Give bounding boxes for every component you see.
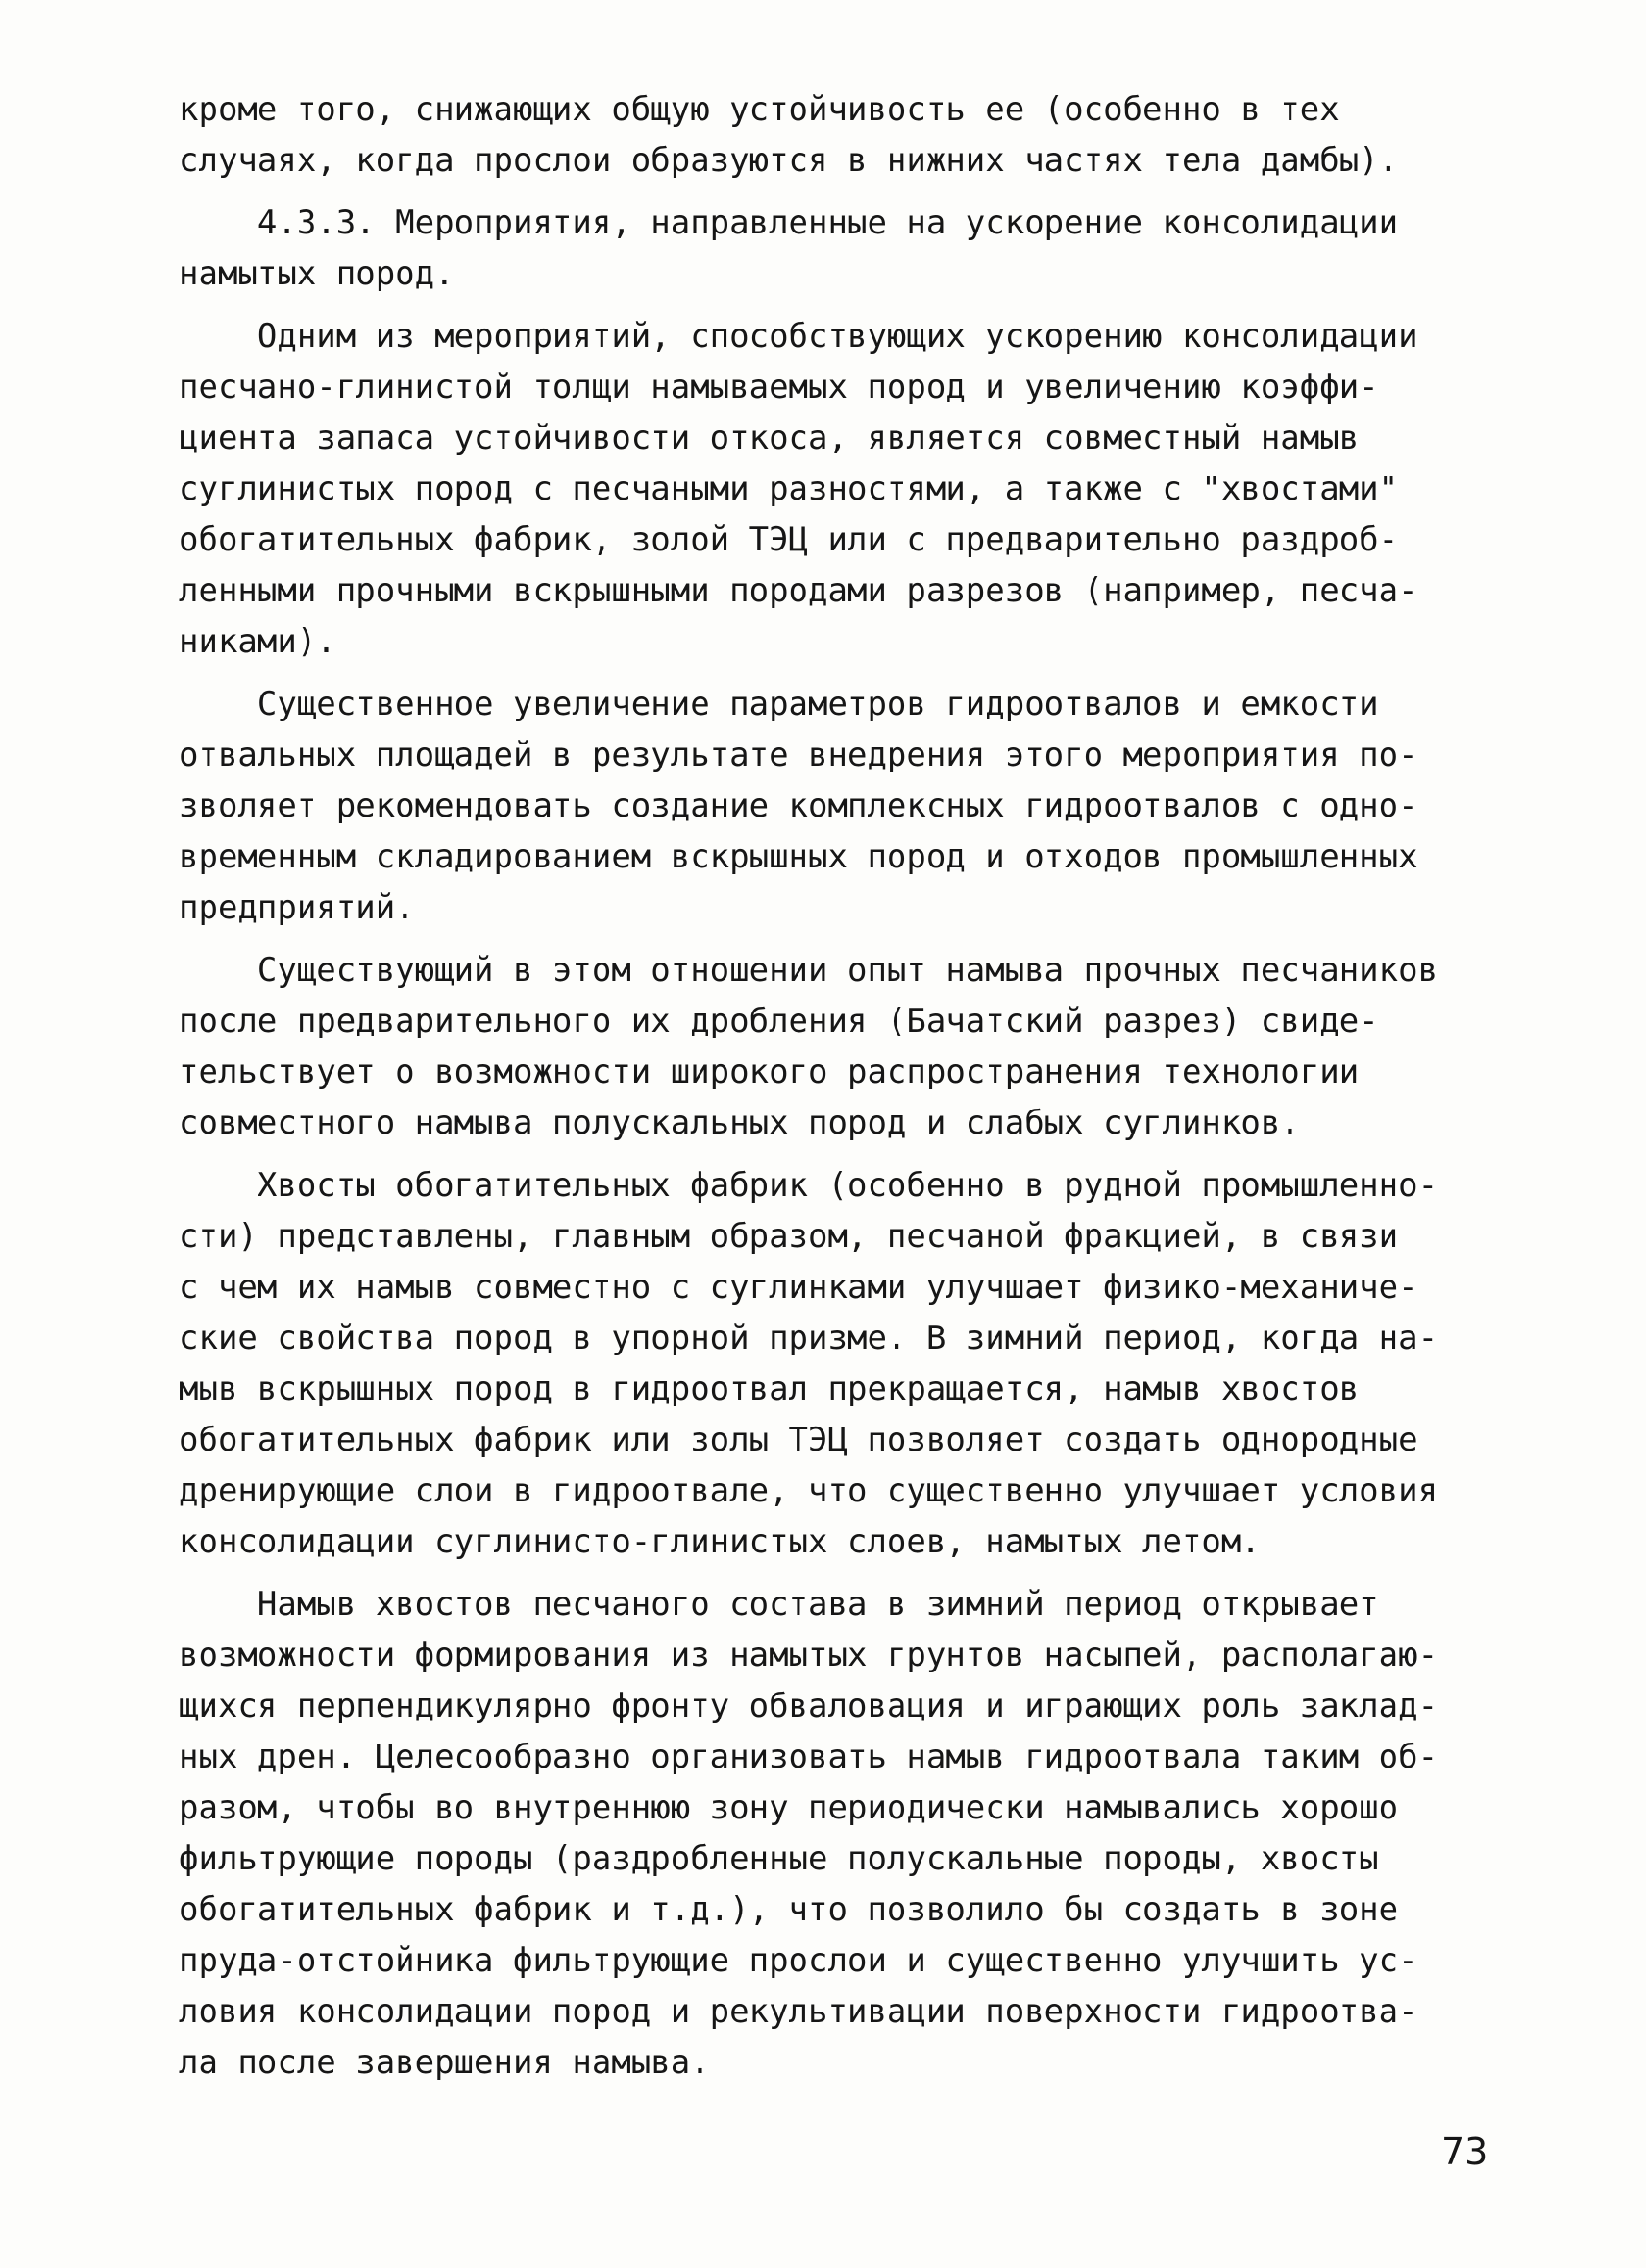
text-line: возможности формирования из намытых грунтов насыпей, располагаю-: [179, 1636, 1438, 1674]
text-line: ские свойства пород в упорной призме. В зимний период, когда на-: [179, 1319, 1438, 1357]
text-line: обогатительных фабрик и т.д.), что позволило бы создать в зоне: [179, 1890, 1399, 1929]
text-line: после предварительного их дробления (Бачатский разрез) свиде-: [179, 1002, 1379, 1040]
text-line: циента запаса устойчивости откоса, является совместный намыв: [179, 419, 1360, 457]
text-line: ла после завершения намыва.: [179, 2043, 710, 2082]
text-line: Существенное увеличение параметров гидроотвалов и емкости: [179, 685, 1379, 723]
text-line: ленными прочными вскрышными породами разрезов (например, песча-: [179, 572, 1418, 610]
text-line: пруда-отстойника фильтрующие прослои и существенно улучшить ус-: [179, 1941, 1418, 1980]
text-line: случаях, когда прослои образуются в нижних частях тела дамбы).: [179, 141, 1399, 180]
text-line: ных дрен. Целесообразно организовать намыв гидроотвала таким об-: [179, 1738, 1438, 1776]
text-line: совместного намыва полускальных пород и слабых суглинков.: [179, 1104, 1300, 1142]
paragraph: [179, 679, 1505, 934]
text-line: кроме того, снижающих общую устойчивость ее (особенно в тех: [179, 90, 1339, 129]
text-line: никами).: [179, 622, 336, 661]
text-line: песчано-глинистой толщи намываемых пород и увеличению коэффи-: [179, 368, 1379, 406]
text-line: намытых пород.: [179, 255, 454, 293]
paragraph: [179, 311, 1505, 668]
text-line: 4.3.3. Мероприятия, направленные на ускорение консолидации: [179, 204, 1399, 242]
text-line: разом, чтобы во внутреннюю зону периодически намывались хорошо: [179, 1789, 1399, 1827]
body-text: [179, 85, 1505, 2088]
text-line: обогатительных фабрик или золы ТЭЦ позволяет создать однородные: [179, 1421, 1418, 1459]
text-line: отвальных площадей в результате внедрения этого мероприятия по-: [179, 736, 1418, 774]
paragraph: [179, 1160, 1505, 1568]
text-line: с чем их намыв совместно с суглинками улучшает физико-механиче-: [179, 1268, 1418, 1306]
paragraph: [179, 945, 1505, 1149]
text-line: Одним из мероприятий, способствующих ускорению консолидации: [179, 317, 1418, 355]
text-line: предприятий.: [179, 889, 415, 927]
text-line: Намыв хвостов песчаного состава в зимний период открывает: [179, 1585, 1379, 1623]
text-line: дренирующие слои в гидроотвале, что существенно улучшает условия: [179, 1472, 1438, 1510]
text-line: зволяет рекомендовать создание комплексных гидроотвалов с одно-: [179, 787, 1418, 825]
text-line: Хвосты обогатительных фабрик (особенно в рудной промышленно-: [179, 1166, 1438, 1205]
section-heading: [179, 198, 1505, 300]
text-line: консолидации суглинисто-глинистых слоев, намытых летом.: [179, 1523, 1261, 1561]
text-line: мыв вскрышных пород в гидроотвал прекращается, намыв хвостов: [179, 1370, 1360, 1408]
text-line: тельствует о возможности широкого распространения технологии: [179, 1053, 1360, 1091]
page-number: 73: [1441, 2131, 1488, 2173]
text-line: фильтрующие породы (раздробленные полускальные породы, хвосты: [179, 1840, 1379, 1878]
text-line: Существующий в этом отношении опыт намыва прочных песчаников: [179, 951, 1438, 989]
text-line: сти) представлены, главным образом, песчаной фракцией, в связи: [179, 1217, 1399, 1256]
paragraph-continuation: [179, 85, 1505, 186]
text-line: щихся перпендикулярно фронту обваловация и играющих роль заклад-: [179, 1687, 1438, 1725]
text-line: временным складированием вскрышных пород и отходов промышленных: [179, 838, 1418, 876]
paragraph: [179, 1579, 1505, 2088]
text-line: суглинистых пород с песчаными разностями, а также с "хвостами": [179, 470, 1399, 508]
text-line: обогатительных фабрик, золой ТЭЦ или с предварительно раздроб-: [179, 521, 1399, 559]
text-line: ловия консолидации пород и рекультивации поверхности гидроотва-: [179, 1992, 1418, 2031]
